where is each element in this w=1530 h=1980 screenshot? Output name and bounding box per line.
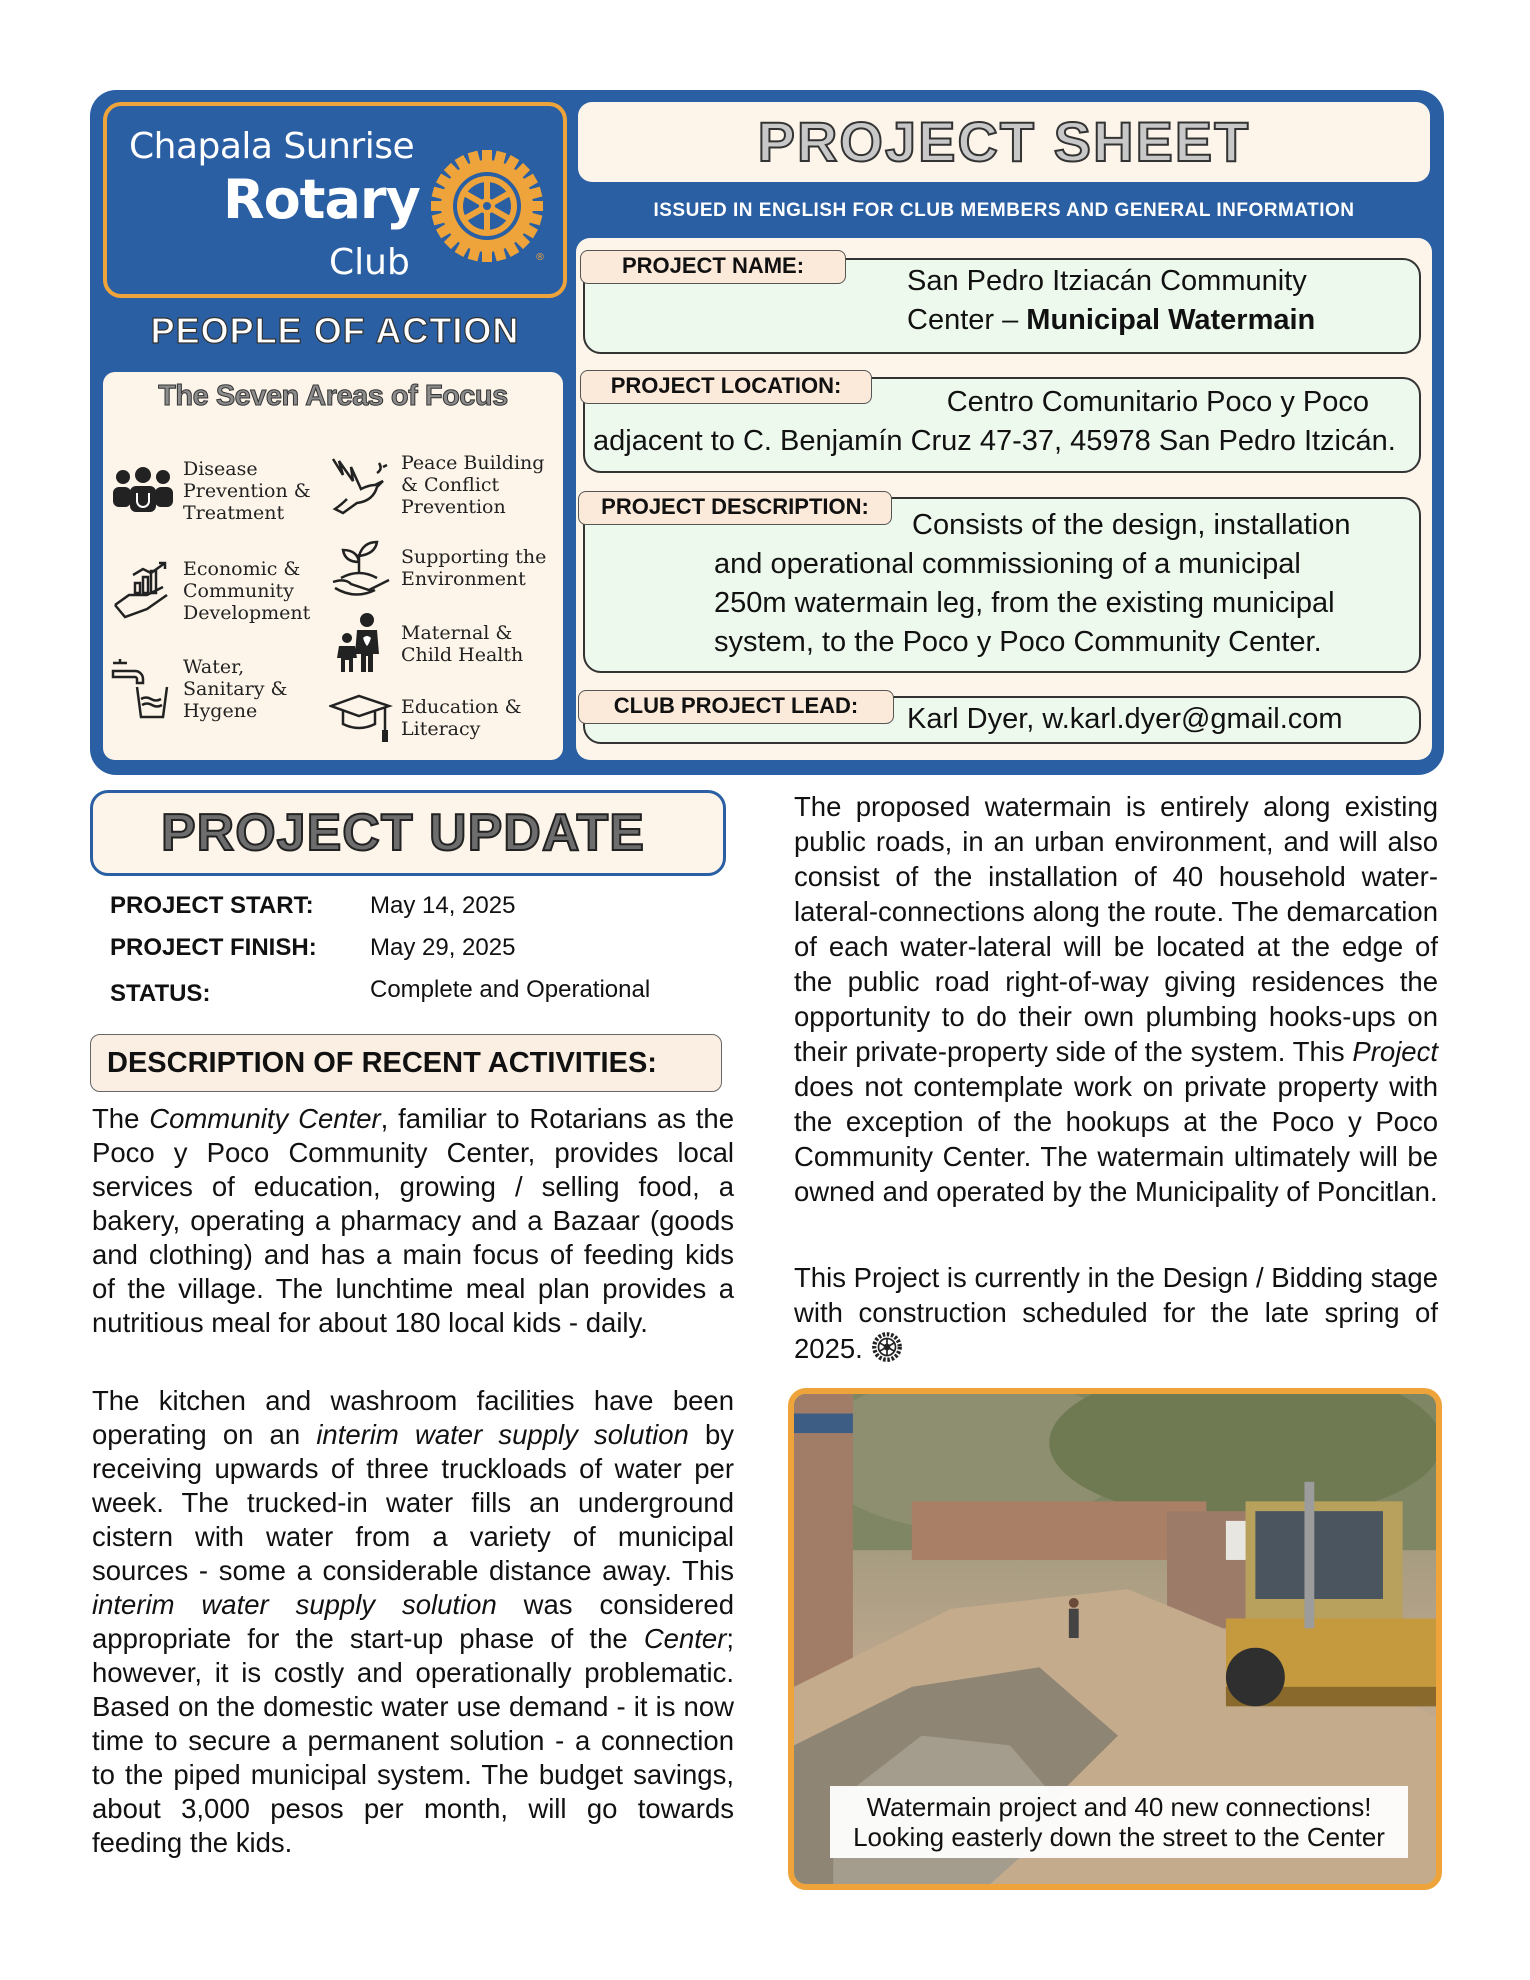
mother-child-icon (329, 612, 393, 676)
text-run: This Project is currently in the Design / Bidding stage with construction scheduled for the late spring of 2025. (794, 1262, 1438, 1364)
project-update-title: PROJECT UPDATE (161, 804, 645, 862)
project-description-label: PROJECT DESCRIPTION: (578, 491, 892, 525)
photo-caption-line2: Looking easterly down the street to the Center (853, 1822, 1385, 1852)
rotary-wheel-small-icon (870, 1330, 904, 1364)
plant-hand-icon (329, 538, 393, 598)
project-update-box (90, 790, 726, 876)
project-sheet-title: PROJECT SHEET (757, 110, 1251, 173)
text-run-italic: interim water supply solution (92, 1589, 497, 1620)
focus-label: Disease Prevention & Treatment (183, 458, 311, 524)
rotary-wheel-icon (427, 146, 547, 266)
focus-item-education (329, 690, 531, 746)
project-lead-value: Karl Dyer, w.karl.dyer@gmail.com (907, 703, 1343, 735)
photo-caption-line1: Watermain project and 40 new connections! (866, 1792, 1372, 1822)
text-run: does not contemplate work on private property with the exception of the hookups at the Poco y Poco Community Center. The watermain ultimately will be owned and operated by the Municipality of Poncitlan. (794, 1071, 1438, 1207)
project-description-line: system, to the Poco y Poco Community Center. (714, 626, 1322, 658)
project-name-label: PROJECT NAME: (580, 250, 846, 284)
text-run-italic: interim water supply solution (316, 1419, 689, 1450)
project-location-value (593, 383, 1419, 461)
focus-item-water (111, 656, 303, 722)
project-sheet-title-box (578, 102, 1430, 182)
text-run: The (92, 1103, 150, 1134)
areas-of-focus-title: The Seven Areas of Focus (158, 380, 508, 412)
logo-line-chapala-sunrise: Chapala Sunrise (129, 126, 415, 167)
dove-icon (329, 455, 393, 515)
project-status-label: STATUS: (110, 980, 211, 1007)
right-paragraph-1 (794, 789, 1438, 1209)
areas-of-focus-panel (103, 372, 563, 760)
text-run-italic: Community Center (149, 1103, 381, 1134)
doctor-group-icon (111, 465, 175, 517)
registered-mark: ® (535, 252, 545, 263)
club-logo (103, 102, 567, 298)
graduation-cap-icon (329, 690, 393, 746)
focus-item-economic (111, 558, 313, 624)
focus-item-peace (329, 452, 551, 518)
text-run: ; however, it is costly and operationally problematic. Based on the domestic water use demand - it is now time to secure a permanent solution - a connection to the piped municipal system. The budget savings, about 3,000 pesos per month, will go towards feeding the kids. (92, 1623, 734, 1858)
logo-line-club: Club (329, 242, 410, 283)
focus-item-environment (329, 538, 551, 598)
project-location-line2: adjacent to C. Benjamín Cruz 47-37, 45978 San Pedro Itzicán. (593, 425, 1396, 457)
focus-label: Economic & Community Development (183, 558, 311, 624)
photo-caption (830, 1786, 1408, 1858)
project-finish-label: PROJECT FINISH: (110, 934, 317, 961)
tagline-people-of-action: PEOPLE OF ACTION (150, 310, 520, 351)
focus-label: Peace Building & Conflict Prevention (401, 452, 545, 518)
construction-photo (788, 1388, 1442, 1890)
project-finish-value: May 29, 2025 (370, 934, 516, 961)
text-run-italic: Project (1352, 1036, 1438, 1067)
text-run-italic: Center (643, 1623, 727, 1654)
hand-chart-icon (111, 561, 175, 621)
project-name-value (907, 262, 1315, 340)
focus-label: Education & Literacy (401, 696, 522, 740)
project-description-line: Consists of the design, installation (912, 509, 1351, 541)
project-description-value (680, 506, 1416, 662)
logo-line-rotary: Rotary (223, 168, 420, 231)
project-start-label: PROJECT START: (110, 892, 314, 919)
project-name-line2 (907, 301, 1315, 340)
focus-label: Water, Sanitary & Hygene (183, 656, 288, 722)
left-paragraph-1 (92, 1102, 734, 1340)
text-run: , familiar to Rotarians as the Poco y Poco Community Center, provides local services of education, growing / selling food, a bakery, operating a pharmacy and a Bazaar (goods and clothing) and has a main focus of feeding kids of the village. The lunchtime meal plan provides a nutritious meal for about 180 local kids - daily. (92, 1103, 734, 1338)
project-name-line1: San Pedro Itziacán Community (907, 265, 1307, 297)
text-run: The proposed watermain is entirely along existing public roads, in an urban environment, and will also consist of the installation of 40 household water-lateral-connections along the route. The demarcation of each water-lateral will be located at the edge of the public road right-of-way giving residences the opportunity to do their own plumbing hooks-ups on their private-property side of the system. This (794, 791, 1438, 1067)
focus-label: Maternal & Child Health (401, 622, 524, 666)
project-status-value: Complete and Operational (370, 976, 651, 1003)
text-run: The kitchen and washroom facilities have been operating on an (92, 1385, 734, 1450)
recent-activities-heading: DESCRIPTION OF RECENT ACTIVITIES: (90, 1034, 722, 1092)
left-paragraph-2 (92, 1384, 734, 1860)
project-lead-label: CLUB PROJECT LEAD: (578, 690, 894, 724)
water-tap-icon (111, 657, 175, 721)
focus-label: Supporting the Environment (401, 546, 547, 590)
project-location-line1: Centro Comunitario Poco y Poco (946, 386, 1369, 418)
project-location-label: PROJECT LOCATION: (580, 370, 872, 404)
focus-item-maternal (329, 612, 531, 676)
text-run: by receiving upwards of three truckloads of water per week. The trucked-in water fills an underground cistern with water from a variety of municipal sources - some a considerable distance away. This (92, 1419, 735, 1586)
focus-item-disease (111, 458, 313, 524)
right-paragraph-2 (794, 1260, 1438, 1366)
project-description-line: and operational commissioning of a municipal (714, 548, 1301, 580)
project-start-value: May 14, 2025 (370, 892, 516, 919)
project-name-line2-plain: Center – (907, 304, 1027, 336)
project-name-line2-bold: Municipal Watermain (1026, 304, 1316, 336)
project-description-line: 250m watermain leg, from the existing municipal (714, 587, 1335, 619)
issued-subtitle: ISSUED IN ENGLISH FOR CLUB MEMBERS AND GENERAL INFORMATION (653, 200, 1355, 221)
text-run: was considered appropriate for the start-up phase of the (92, 1589, 734, 1654)
